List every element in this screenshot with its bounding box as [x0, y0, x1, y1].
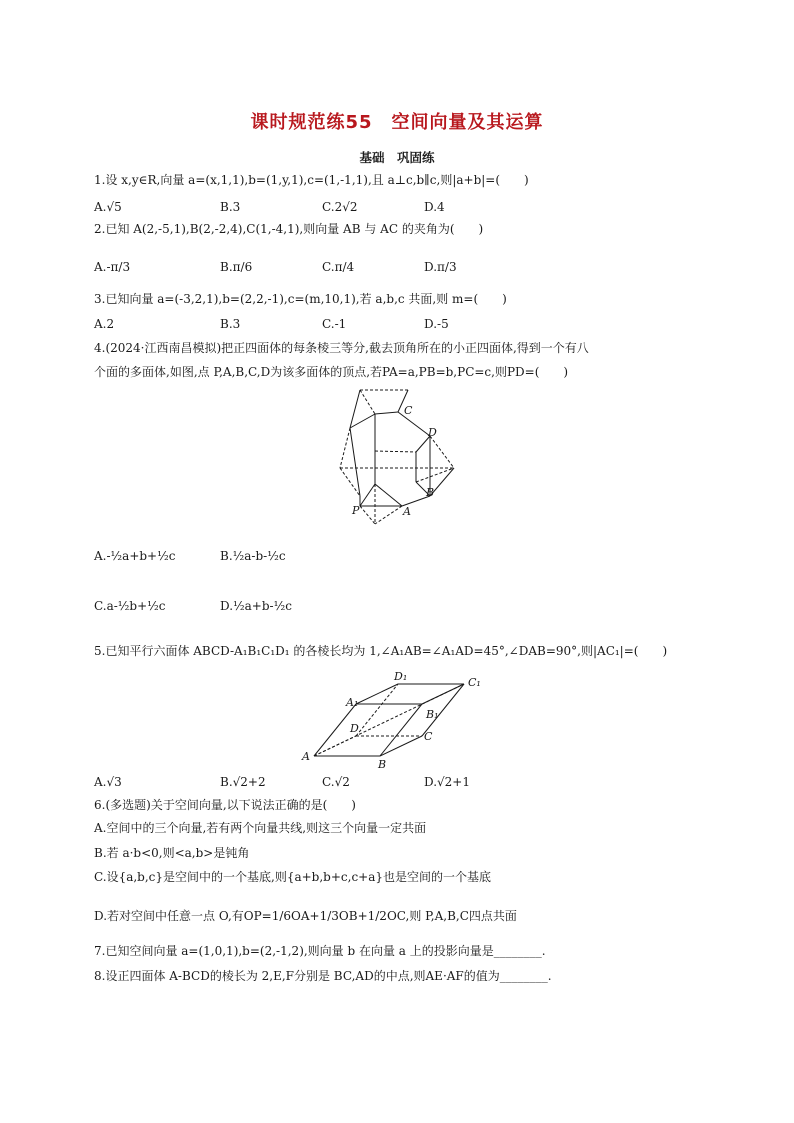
question-3-option-c: C.-1: [322, 317, 347, 331]
question-6-option-c: C.设{a,b,c}是空间中的一个基底,则{a+b,b+c,c+a}也是空间的一个基底: [94, 870, 492, 884]
question-2-option-a: A.-π/3: [94, 260, 131, 274]
question-1-option-c: C.2√2: [322, 200, 358, 214]
question-6-option-b: B.若 a·b<0,则<a,b>是钝角: [94, 846, 250, 860]
question-1-stem: 1.设 x,y∈R,向量 a=(x,1,1),b=(1,y,1),c=(1,-1,1),且 a⊥c,b∥c,则|a+b|=( ): [94, 173, 529, 187]
question-5-option-a: A.√3: [94, 775, 122, 789]
question-3-option-d: D.-5: [424, 317, 449, 331]
vertex-label-p: P: [352, 504, 360, 517]
question-6-option-d: D.若对空间中任意一点 O,有OP=1/6OA+1/3OB+1/2OC,则 P,A,B,C四点共面: [94, 909, 517, 923]
question-5-option-b: B.√2+2: [220, 775, 266, 789]
page-title: 课时规范练55 空间向量及其运算: [250, 112, 544, 133]
question-4-option-d: D.½a+b-½c: [220, 599, 292, 613]
vertex-label-c: C: [404, 404, 413, 417]
question-4-stem-line-2: 个面的多面体,如图,点 P,A,B,C,D为该多面体的顶点,若PA=a,PB=b,PC=c,则PD=( ): [94, 365, 569, 379]
question-1-option-d: D.4: [424, 200, 445, 214]
question-2-option-d: D.π/3: [424, 260, 457, 274]
label-a1: A₁: [346, 696, 359, 709]
question-4-polyhedron-figure: [330, 384, 460, 530]
question-1-option-a: A.√5: [94, 200, 122, 214]
question-2-stem: 2.已知 A(2,-5,1),B(2,-2,4),C(1,-4,1),则向量 AB 与 AC 的夹角为( ): [94, 222, 484, 236]
question-3-option-b: B.3: [220, 317, 241, 331]
question-5-stem: 5.已知平行六面体 ABCD-A₁B₁C₁D₁ 的各棱长均为 1,∠A₁AB=∠A₁AD=45°,∠DAB=90°,则|AC₁|=( ): [94, 644, 668, 658]
question-3-option-a: A.2: [94, 317, 115, 331]
question-1-option-b: B.3: [220, 200, 241, 214]
vertex-label-b: B: [426, 486, 435, 499]
question-7-stem: 7.已知空间向量 a=(1,0,1),b=(2,-1,2),则向量 b 在向量 a 上的投影向量是________.: [94, 944, 546, 958]
label-c: C: [424, 730, 433, 743]
label-b1: B₁: [426, 708, 439, 721]
question-4-stem-line-1: 4.(2024·江西南昌模拟)把正四面体的每条棱三等分,截去顶角所在的小正四面体,得到一个有八: [94, 341, 589, 355]
label-d: D: [350, 722, 359, 735]
question-3-stem: 3.已知向量 a=(-3,2,1),b=(2,2,-1),c=(m,10,1),若 a,b,c 共面,则 m=( ): [94, 292, 507, 306]
question-6-stem: 6.(多选题)关于空间向量,以下说法正确的是( ): [94, 798, 356, 812]
label-b: B: [378, 758, 387, 771]
question-2-option-c: C.π/4: [322, 260, 355, 274]
vertex-label-a: A: [403, 505, 411, 518]
label-a: A: [302, 750, 310, 763]
question-6-option-a: A.空间中的三个向量,若有两个向量共线,则这三个向量一定共面: [94, 821, 427, 835]
question-4-option-c: C.a-½b+½c: [94, 599, 166, 613]
question-8-stem: 8.设正四面体 A-BCD的棱长为 2,E,F分别是 BC,AD的中点,则AE·AF的值为________.: [94, 969, 552, 983]
question-4-option-b: B.½a-b-½c: [220, 549, 286, 563]
vertex-label-d: D: [428, 426, 437, 439]
question-2-option-b: B.π/6: [220, 260, 253, 274]
question-4-option-a: A.-½a+b+½c: [94, 549, 176, 563]
question-5-parallelepiped-figure: [300, 668, 500, 772]
label-d1: D₁: [394, 670, 408, 683]
label-c1: C₁: [468, 676, 481, 689]
section-heading: 基础 巩固练: [359, 150, 435, 165]
question-5-option-d: D.√2+1: [424, 775, 470, 789]
question-5-option-c: C.√2: [322, 775, 350, 789]
